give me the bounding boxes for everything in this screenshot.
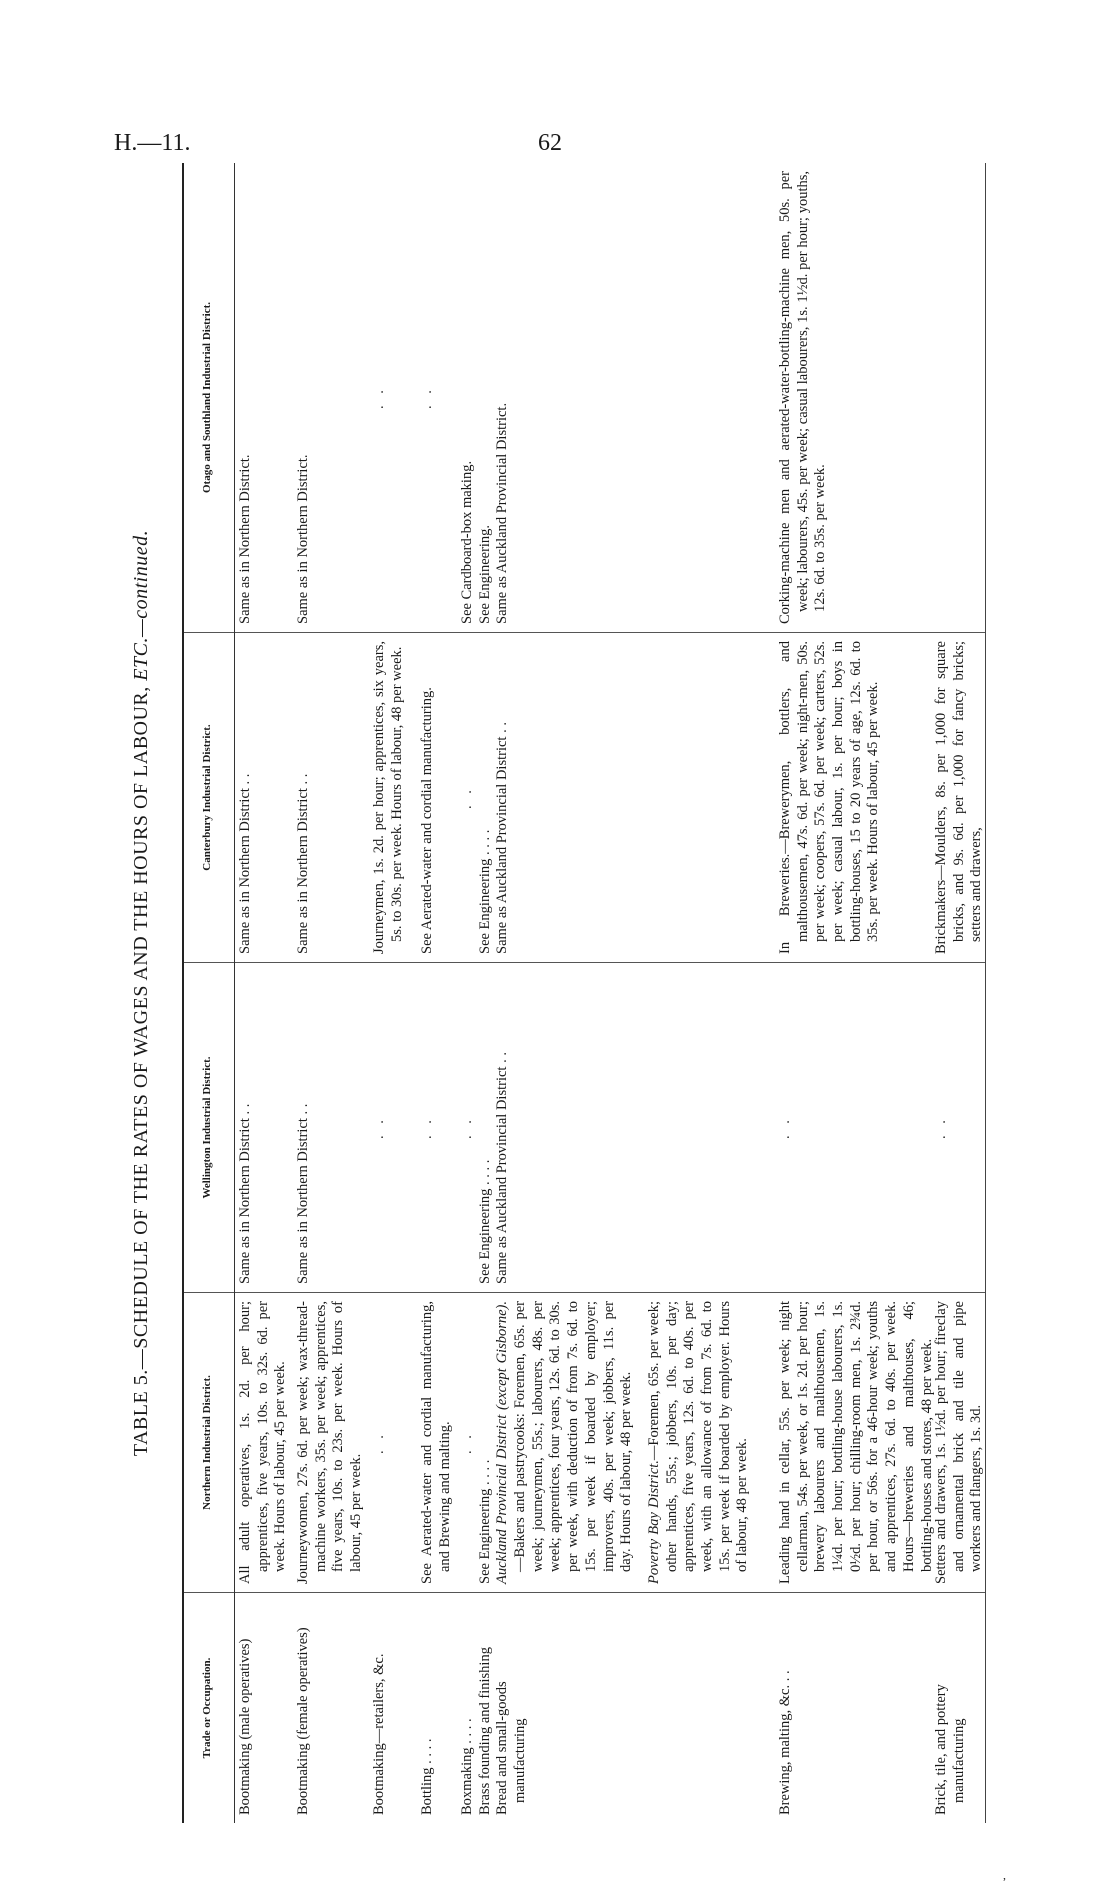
otago-cell: . . xyxy=(417,163,457,633)
canterbury-cell: . . See Engineering . . . . Same as Auckland Provincial District . . xyxy=(457,633,775,963)
trade-brass: Brass founding and finishing xyxy=(476,1647,493,1815)
otago-cell: See Cardboard-box making. See Engineering. Same as Auckland Provincial District. xyxy=(457,163,775,633)
table-row xyxy=(235,163,293,1823)
table-row xyxy=(369,163,417,1823)
wellington-cell: Same as in Northern District . . xyxy=(235,963,293,1293)
col-header-wellington: Wellington Industrial District. xyxy=(184,963,234,1293)
trade-cell xyxy=(457,1593,775,1823)
footer-mark: , xyxy=(1003,1868,1006,1882)
trade-bread: Bread and small-goods manufacturing xyxy=(494,1681,529,1815)
table-row xyxy=(931,163,985,1823)
northern-cell: . . See Engineering . . . . Auckland Provincial District (except Gisborne). —Bakers and pastrycooks: Foremen, 65s. per week; journeymen, 55s.; labourers, 48s. per week; apprentices, four years, 12s. 6d. to 30s. per week, with deduction of from 7s. 6d. to 15s. per week if boarded by employer; improvers, 40s. per week; jobbers, 11s. per day. Hours of labour, 48 per week. Poverty Bay District.—Foremen, 65s. per week; other hands, 55s.; jobbers, 10s. per day; apprentices, five years, 12s. 6d. to 40s. per week, with an allowance of from 7s. 6d. to 15s. per week if boarded by employer. Hours of labour, 48 per week. xyxy=(457,1293,775,1593)
otago-cell: Corking-machine men and aerated-water-bottling-machine men, 50s. per week; labourers, 45s. per week; casual labourers, 1s. 1½d. per hour; youths, 12s. 6d. to 35s. per week. xyxy=(775,163,931,633)
wellington-cell: . . xyxy=(417,963,457,1293)
wellington-cell: . . xyxy=(369,963,417,1293)
col-header-canterbury: Canterbury Industrial District. xyxy=(184,633,234,963)
col-header-northern: Northern Industrial District. xyxy=(184,1293,234,1593)
trade-cell: Bootmaking—retailers, &c. xyxy=(371,1653,387,1815)
wellington-cell: . . xyxy=(775,963,931,1293)
page-reference: H.—11. xyxy=(114,130,191,156)
wellington-cell: . . xyxy=(931,963,985,1293)
canterbury-cell: Same as in Northern District . . xyxy=(293,633,369,963)
table-title-continued: ETC.—continued. xyxy=(130,529,152,681)
trade-cell: Bootmaking (female operatives) xyxy=(295,1627,311,1815)
otago-cell: Same as in Northern District. xyxy=(293,163,369,633)
wages-table xyxy=(182,163,986,1823)
northern-cell: See Aerated-water and cordial manufacturing, and Brewing and malting. xyxy=(417,1293,457,1593)
northern-cell: All adult operatives, 1s. 2d. per hour; apprentices, five years, 10s. to 32s. 6d. per week. Hours of labour, 45 per week. xyxy=(235,1293,293,1593)
col-header-otago: Otago and Southland Industrial District. xyxy=(184,163,234,633)
table-header-row xyxy=(184,163,235,1823)
otago-cell xyxy=(931,163,985,633)
wellington-cell: Same as in Northern District . . xyxy=(293,963,369,1293)
trade-cell: Bootmaking (male operatives) xyxy=(237,1638,253,1815)
canterbury-cell: Brickmakers—Moulders, 8s. per 1,000 for square bricks, and 9s. 6d. per 1,000 for fancy bricks; setters and drawers, xyxy=(931,633,985,963)
page-number: 62 xyxy=(538,130,562,156)
table-title xyxy=(130,163,153,1823)
table-row xyxy=(417,163,457,1823)
trade-cell: Bottling . . . . xyxy=(419,1738,435,1815)
otago-cell: Same as in Northern District. xyxy=(235,163,293,633)
canterbury-cell: See Aerated-water and cordial manufacturing. xyxy=(417,633,457,963)
table-row xyxy=(293,163,369,1823)
trade-boxmaking: Boxmaking . . . . xyxy=(459,1718,475,1815)
trade-cell: Brewing, malting, &c. . . xyxy=(777,1670,793,1815)
wellington-cell: . . See Engineering . . . . Same as Auckland Provincial District . . xyxy=(457,963,775,1293)
canterbury-cell: In Breweries.—Brewerymen, bottlers, and malthousemen, 47s. 6d. per week; night-men, 50s. per week; coopers, 57s. 6d. per week; carters, 52s. per week; casual labour, 1s. per hour; boys in bottling-houses, 15 to 20 years of age, 12s. 6d. to 35s. per week. Hours of labour, 45 per week. xyxy=(775,633,931,963)
canterbury-cell: Same as in Northern District . . xyxy=(235,633,293,963)
table-title-main: TABLE 5.—SCHEDULE OF THE RATES OF WAGES AND THE HOURS OF LABOUR, xyxy=(130,680,152,1457)
rotated-table-block xyxy=(126,163,1066,1823)
table-row xyxy=(775,163,935,1823)
trade-cell: Brick, tile, and pottery manufacturing xyxy=(933,1684,967,1815)
northern-cell: Leading hand in cellar, 55s. per week; night cellarman, 54s. per week, or 1s. 2d. per hour; brewery labourers and malthousemen, 1s. 1¼d. per hour; bottling-house labourers, 1s. 0½d. per hour; chilling-room men, 1s. 2¾d. per hour, or 56s. for a 46-hour week; youths and apprentices, 27s. 6d. to 40s. per week. Hours—breweries and malthouses, 46; bottling-houses and stores, 48 per week. xyxy=(775,1293,931,1593)
canterbury-cell: Journeymen, 1s. 2d. per hour; apprentices, six years, 5s. to 30s. per week. Hours of labour, 48 per week. xyxy=(369,633,417,963)
table-row xyxy=(457,163,775,1823)
col-header-trade: Trade or Occupation. xyxy=(201,1657,214,1759)
northern-cell: Setters and drawers, 1s. 1½d. per hour; fireclay and ornamental brick and tile and pipe workers and flangers, 1s. 3d. xyxy=(931,1293,985,1593)
northern-cell: . . xyxy=(369,1293,417,1593)
northern-cell: Journeywomen, 27s. 6d. per week; wax-thread-machine workers, 35s. per week; apprentices, five years, 10s. to 23s. per week. Hours of labour, 45 per week. xyxy=(293,1293,369,1593)
otago-cell: . . xyxy=(369,163,417,633)
